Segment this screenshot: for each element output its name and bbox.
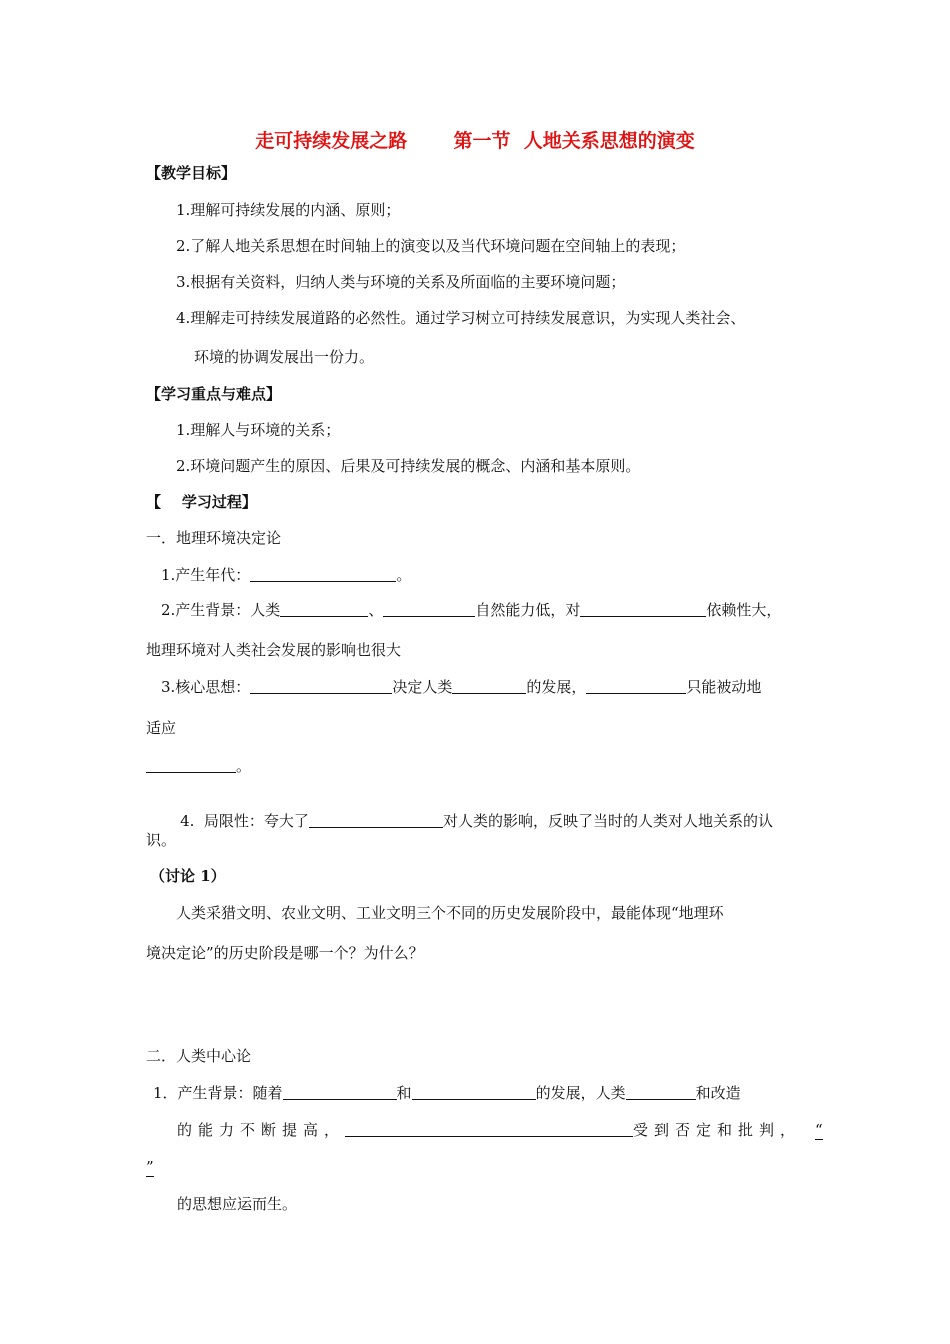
s1-q2: 2.产生背景：人类 、 自然能力低，对 依赖性大， (161, 601, 782, 619)
s1-q4-cont: 识。 (146, 831, 177, 849)
title-right: 第一节 人地关系思想的演变 (453, 130, 695, 152)
answer-blank[interactable] (250, 566, 396, 582)
keypoints-heading: 【学习重点与难点】 (146, 385, 282, 403)
answer-blank[interactable] (626, 1084, 696, 1100)
objective-item: 2.了解人地关系思想在时间轴上的演变以及当代环境问题在空间轴上的表现； (176, 237, 686, 255)
objectives-heading: 【教学目标】 (146, 164, 237, 182)
keypoint-item: 1.理解人与环境的关系； (176, 421, 341, 439)
answer-blank[interactable] (345, 1121, 633, 1137)
section2-title: 二．人类中心论 (146, 1047, 252, 1065)
answer-blank[interactable] (452, 678, 526, 694)
section1-title: 一．地理环境决定论 (146, 529, 282, 547)
objective-item: 1.理解可持续发展的内涵、原则； (176, 201, 401, 219)
answer-blank[interactable] (250, 678, 392, 694)
s2-q1-line3: 的思想应运而生。 (177, 1195, 298, 1213)
process-heading: 【 学习过程】 (146, 493, 257, 511)
objective-item: 4.理解走可持续发展道路的必然性。通过学习树立可持续发展意识，为实现人类社会、 (176, 309, 746, 327)
answer-blank[interactable] (412, 1084, 536, 1100)
answer-blank[interactable] (586, 678, 686, 694)
answer-blank[interactable] (580, 601, 706, 617)
objective-item-cont: 环境的协调发展出一份力。 (194, 348, 375, 366)
answer-blank[interactable] (280, 601, 368, 617)
title-left: 走可持续发展之路 (255, 130, 408, 152)
answer-blank[interactable] (309, 812, 443, 828)
answer-blank[interactable] (383, 601, 475, 617)
answer-blank[interactable] (283, 1084, 397, 1100)
discussion-text: 境决定论”的历史阶段是哪一个？为什么？ (146, 944, 424, 962)
answer-blank[interactable] (146, 757, 236, 773)
s1-q4: 4. 局限性：夸大了 对人类的影响，反映了当时的人类对人地关系的认 (180, 812, 773, 830)
objective-item: 3.根据有关资料，归纳人类与环境的关系及所面临的主要环境问题； (176, 273, 626, 291)
discussion-text: 人类采猎文明、农业文明、工业文明三个不同的历史发展阶段中，最能体现“地理环 (176, 904, 724, 922)
discussion-label: （讨论 1） (150, 867, 226, 885)
s1-q3: 3.核心思想： 决定人类 的发展， 只能被动地 (161, 678, 762, 696)
keypoint-item: 2.环境问题产生的原因、后果及可持续发展的概念、内涵和基本原则。 (176, 457, 641, 475)
s1-q3-cont: 适应 (146, 719, 177, 737)
s2-q1-quote-close: ” (146, 1158, 154, 1176)
s1-q1: 1.产生年代： 。 (161, 566, 412, 584)
s2-q1: 1．产生背景：随着 和 的发展，人类 和改造 (153, 1084, 741, 1102)
quote-open: “ (815, 1121, 823, 1139)
s1-q2-cont: 地理环境对人类社会发展的影响也很大 (146, 641, 402, 659)
s2-q1-line2: 的能力不断提高， 受到否定和批判， “ (177, 1121, 823, 1139)
page-title (0, 126, 950, 153)
s1-q3-end: 。 (146, 756, 251, 776)
